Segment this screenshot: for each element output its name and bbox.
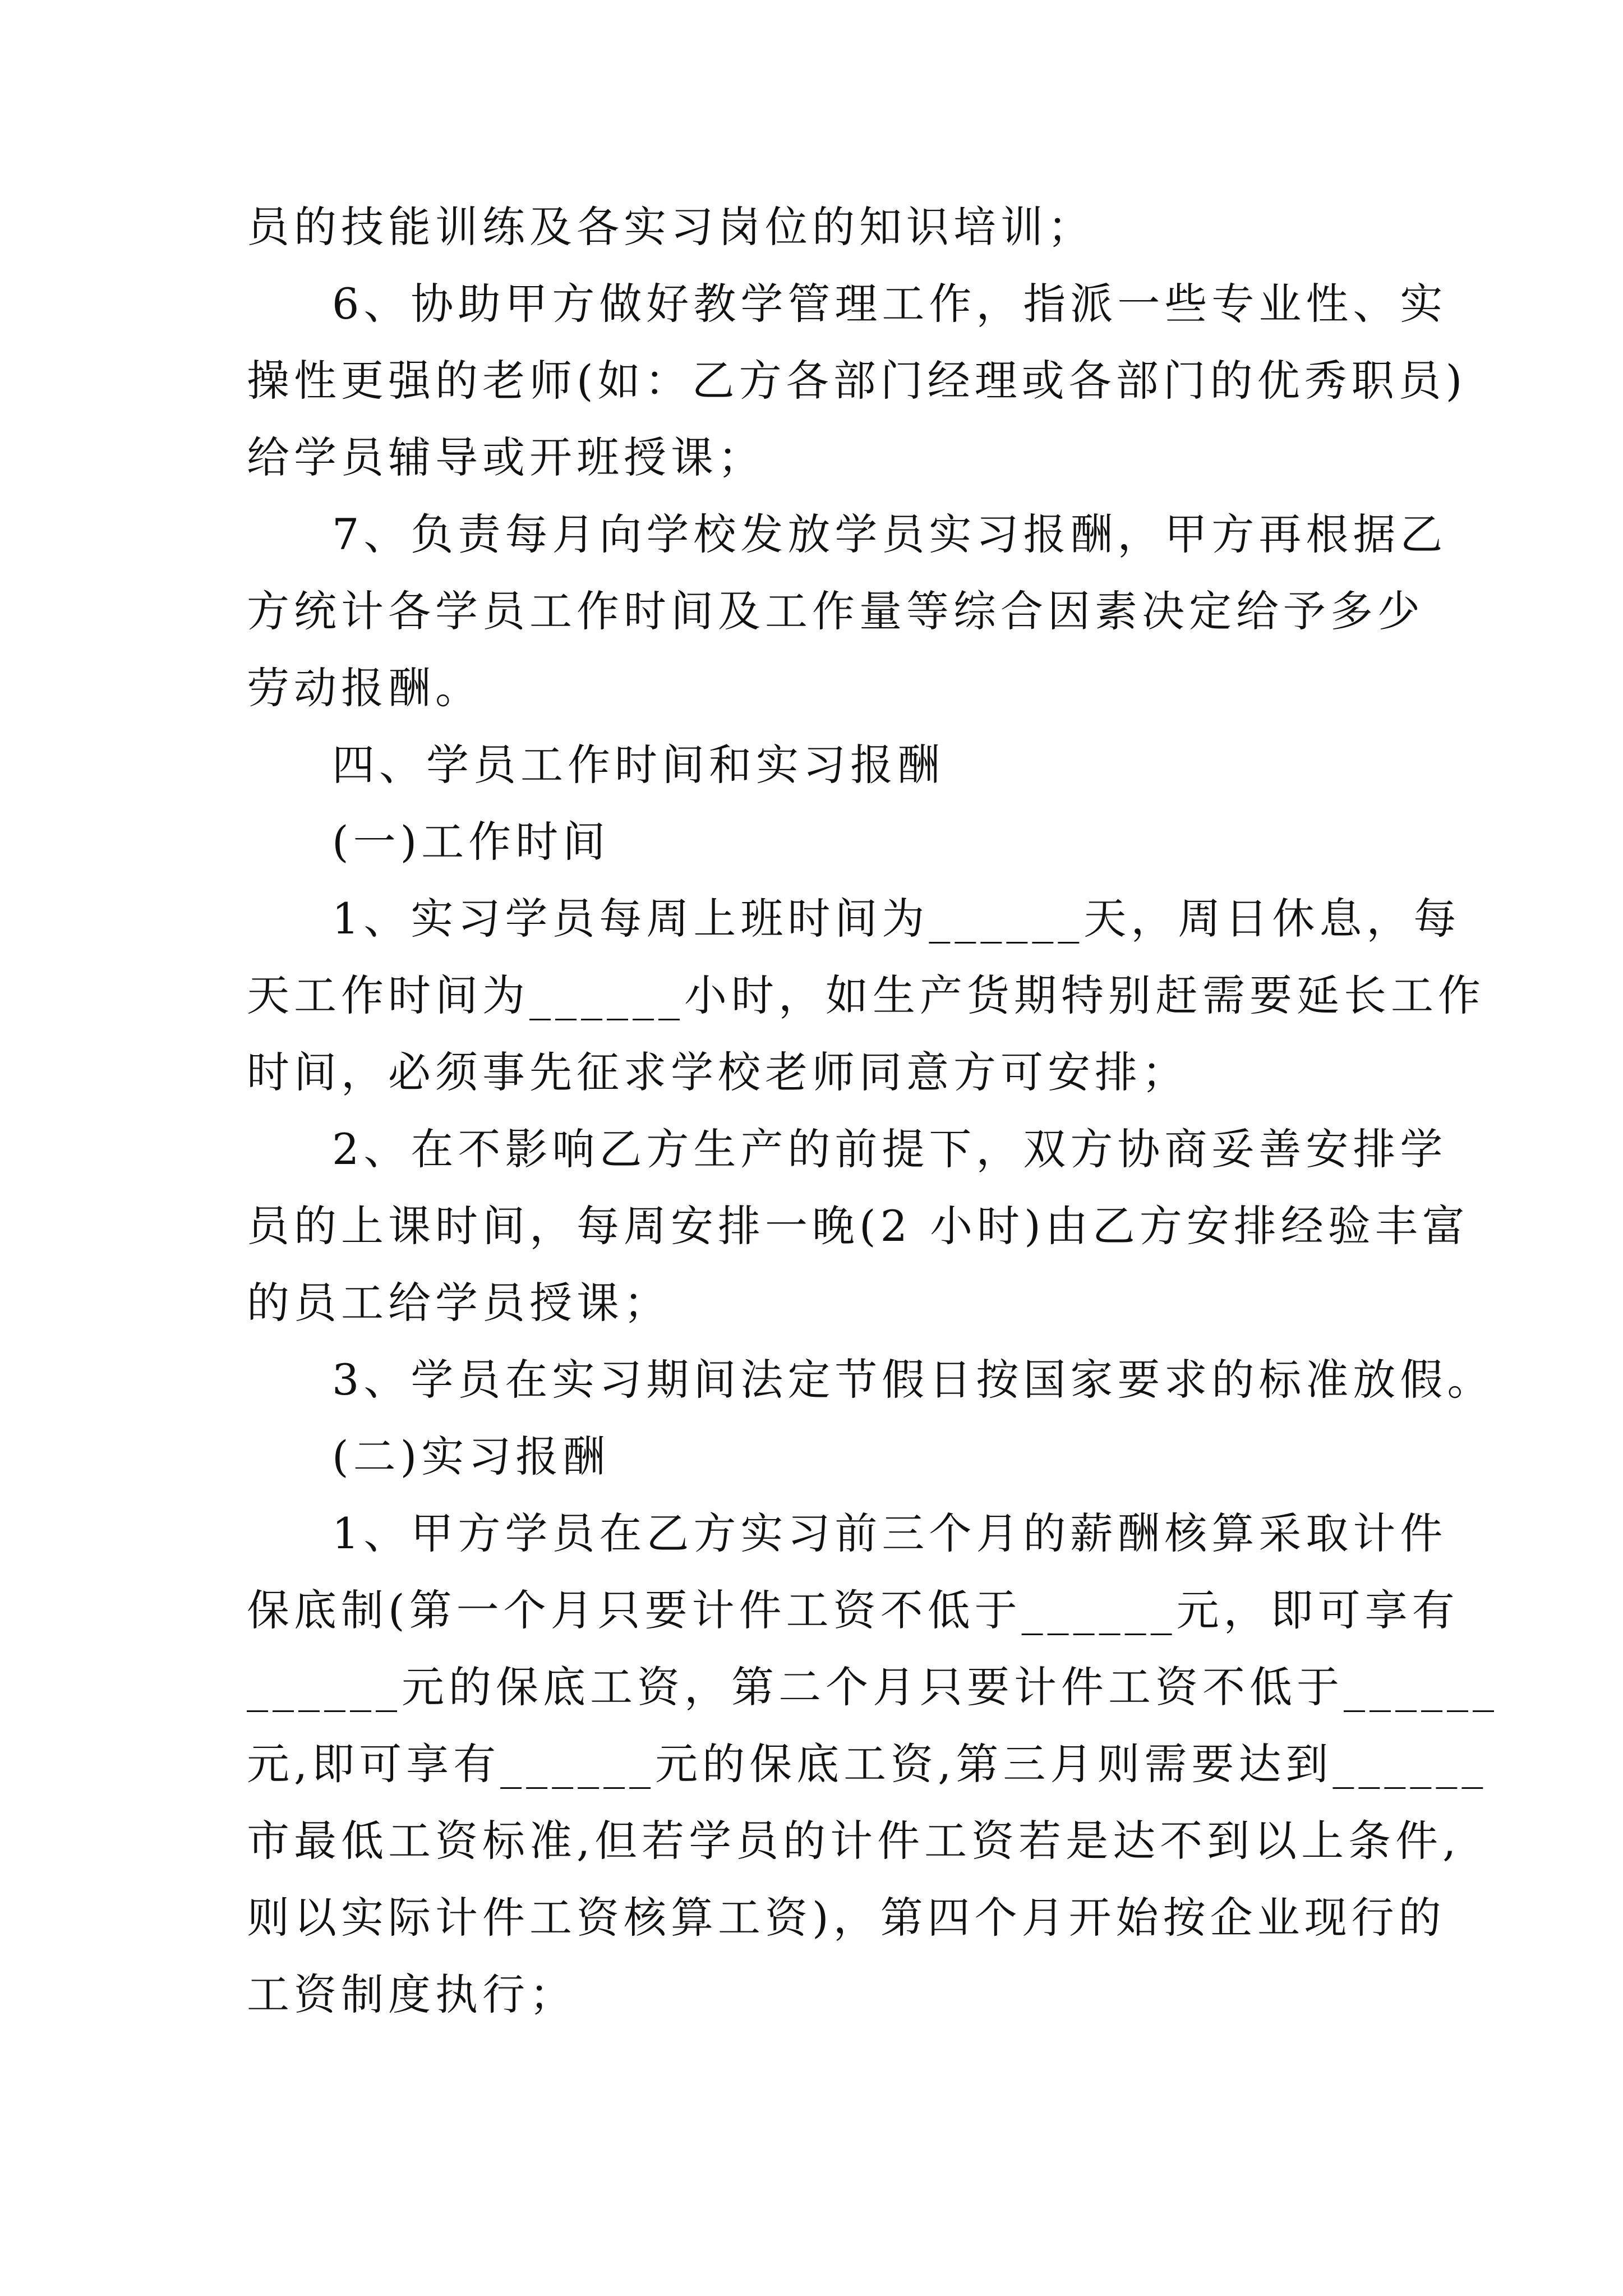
- subsection-heading-work-time: (一)工作时间: [332, 817, 610, 867]
- work-time-item-2-line-2: 员的上课时间，每周安排一晚(2 小时)由乙方安排经验丰富: [247, 1201, 1469, 1251]
- pay-item-1-line-6: 则以实际计件工资核算工资)，第四个月开始按企业现行的: [247, 1893, 1446, 1943]
- pay-item-1-line-5: 市最低工资标准,但若学员的计件工资若是达不到以上条件,: [247, 1816, 1461, 1866]
- pay-item-1-line-1: 1、甲方学员在乙方实习前三个月的薪酬核算采取计件: [332, 1508, 1447, 1558]
- work-time-item-1-line-3: 时间，必须事先征求学校老师同意方可安排；: [247, 1047, 1189, 1097]
- pay-item-1-line-3: ______元的保底工资，第二个月只要计件工资不低于______: [247, 1662, 1498, 1712]
- section-heading-4: 四、学员工作时间和实习报酬: [332, 740, 944, 790]
- text-line: 员的技能训练及各实习岗位的知识培训；: [247, 202, 1095, 252]
- pay-item-1-line-7: 工资制度执行；: [247, 1970, 577, 2019]
- document-body: [247, 188, 1498, 2033]
- work-time-item-1-line-1: 1、实习学员每周上班时间为______天，周日休息，每: [332, 894, 1461, 944]
- paragraph-item-6-line-1: 6、协助甲方做好教学管理工作，指派一些专业性、实: [332, 279, 1447, 329]
- work-time-item-2-line-3: 的员工给学员授课；: [247, 1278, 671, 1328]
- work-time-item-1-line-2: 天工作时间为______小时，如生产货期特别赶需要延长工作: [247, 970, 1485, 1020]
- paragraph-item-7-line-3: 劳动报酬。: [247, 663, 482, 713]
- work-time-item-3: 3、学员在实习期间法定节假日按国家要求的标准放假。: [332, 1355, 1495, 1405]
- subsection-heading-pay: (二)实习报酬: [332, 1432, 610, 1481]
- pay-item-1-line-2: 保底制(第一个月只要计件工资不低于______元，即可享有: [247, 1585, 1459, 1635]
- pay-item-1-line-4: 元,即可享有______元的保底工资,第三月则需要达到______: [247, 1739, 1488, 1789]
- paragraph-item-7-line-1: 7、负责每月向学校发放学员实习报酬，甲方再根据乙: [332, 509, 1447, 559]
- paragraph-item-6-line-3: 给学员辅导或开班授课；: [247, 432, 765, 482]
- paragraph-item-6-line-2: 操性更强的老师(如：乙方各部门经理或各部门的优秀职员): [247, 356, 1467, 406]
- paragraph-item-7-line-2: 方统计各学员工作时间及工作量等综合因素决定给予多少: [247, 586, 1424, 636]
- work-time-item-2-line-1: 2、在不影响乙方生产的前提下，双方协商妥善安排学: [332, 1124, 1447, 1174]
